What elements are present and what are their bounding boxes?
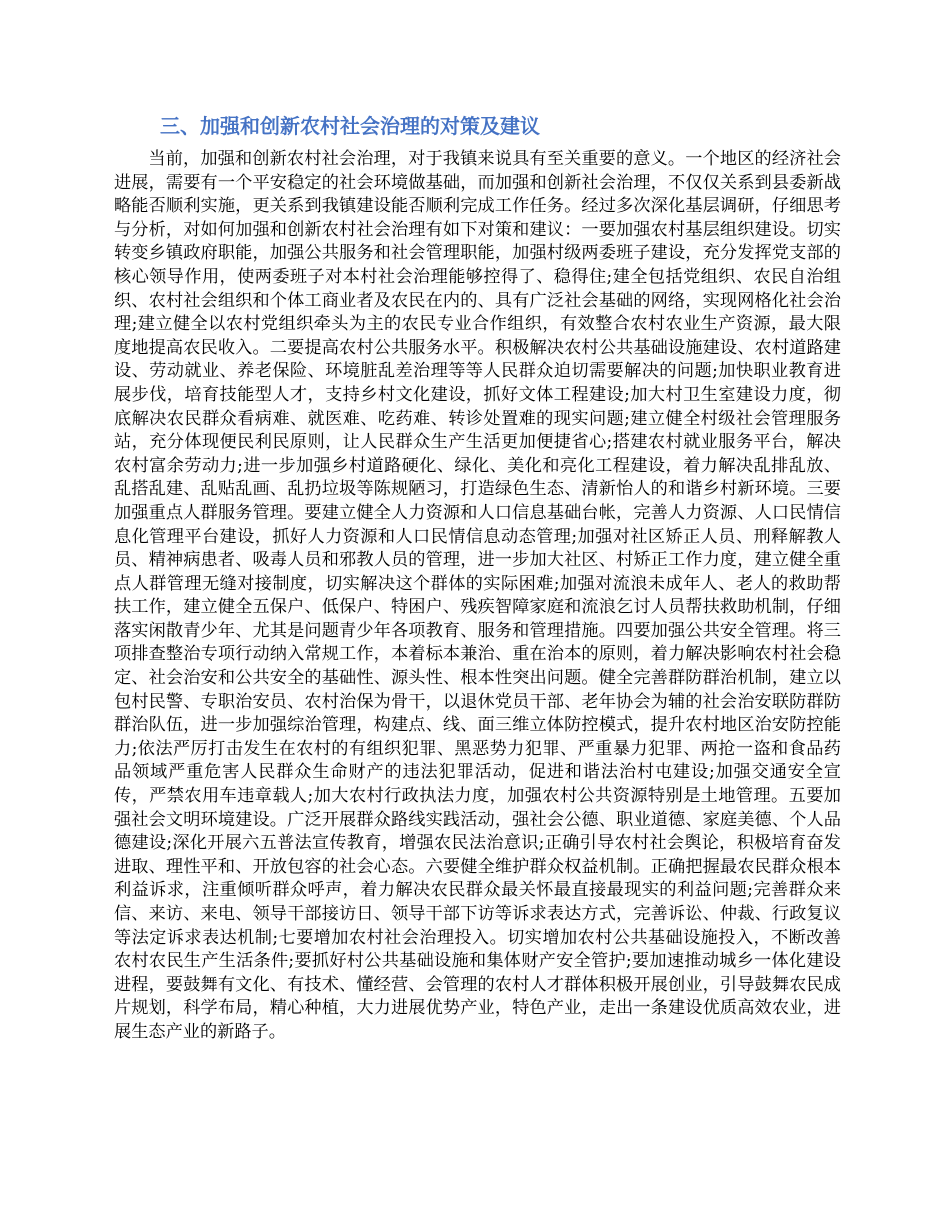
section-heading: 三、加强和创新农村社会治理的对策及建议 [160,114,540,138]
body-paragraph: 当前，加强和创新农村社会治理，对于我镇来说具有至关重要的意义。一个地区的经济社会进展，需要有一个平安稳定的社会环境做基础，而加强和创新社会治理，不仅仅关系到县委新战略能否顺利实施，更关系到我镇建设能否顺利完成工作任务。经过多次深化基层调研，仔细思考与分析，对如何加强和创新农村社会治理有如下对策和建议：一要加强农村基层组织建设。切实转变乡镇政府职能，加强公共服务和社会管理职能，加强村级两委班子建设，充分发挥党支部的核心领导作用，使两委班子对本村社会治理能够控得了、稳得住;建全包括党组织、农民自治组织、农村社会组织和个体工商业者及农民在内的、具有广泛社会基础的网络，实现网格化社会治理;建立健全以农村党组织牵头为主的农民专业合作组织，有效整合农村农业生产资源，最大限度地提高农民收入。二要提高农村公共服务水平。积极解决农村公共基础设施建设、农村道路建设、劳动就业、养老保险、环境脏乱差治理等等人民群众迫切需要解决的问题;加快职业教育进展步伐，培育技能型人才，支持乡村文化建设，抓好文体工程建设;加大村卫生室建设力度，彻底解决农民群众看病难、就医难、吃药难、转诊处置难的现实问题;建立健全村级社会管理服务站，充分体现便民利民原则，让人民群众生产生活更加便捷省心;搭建农村就业服务平台，解决农村富余劳动力;进一步加强乡村道路硬化、绿化、美化和亮化工程建设，着力解决乱排乱放、乱搭乱建、乱贴乱画、乱扔垃圾等陈规陋习，打造绿色生态、清新怡人的和谐乡村新环境。三要加强重点人群服务管理。要建立健全人力资源和人口信息基础台帐，完善人力资源、人口民情信息化管理平台建设，抓好人力资源和人口民情信息动态管理;加强对社区矫正人员、刑释解教人员、精神病患者、吸毒人员和邪教人员的管理，进一步加大社区、村矫正工作力度，建立健全重点人群管理无缝对接制度，切实解决这个群体的实际困难;加强对流浪未成年人、老人的救助帮扶工作，建立健全五保户、低保户、特困户、残疾智障家庭和流浪乞讨人员帮扶救助机制，仔细落实闲散青少年、尤其是问题青少年各项教育、服务和管理措施。四要加强公共安全管理。将三项排查整治专项行动纳入常规工作，本着标本兼治、重在治本的原则，着力解决影响农村社会稳定、社会治安和公共安全的基础性、源头性、根本性突出问题。健全完善群防群治机制，建立以包村民警、专职治安员、农村治保为骨干，以退休党员干部、老年协会为辅的社会治安联防群防群治队伍，进一步加强综治管理，构建点、线、面三维立体防控模式，提升农村地区治安防控能力;依法严厉打击发生在农村的有组织犯罪、黑恶势力犯罪、严重暴力犯罪、两抢一盗和食品药品领域严重危害人民群众生命财产的违法犯罪活动，促进和谐法治村屯建设;加强交通安全宣传，严禁农用车违章载人;加大农村行政执法力度，加强农村公共资源特别是土地管理。五要加强社会文明环境建设。广泛开展群众路线实践活动，强社会公德、职业道德、家庭美德、个人品德建设;深化开展六五普法宣传教育，增强农民法治意识;正确引导农村社会舆论，积极培育奋发进取、理性平和、开放包容的社会心态。六要健全维护群众权益机制。正确把握最农民群众根本利益诉求，注重倾听群众呼声，着力解决农民群众最关怀最直接最现实的利益问题;完善群众来信、来访、来电、领导干部接访日、领导干部下访等诉求表达方式，完善诉讼、仲裁、行政复议等法定诉求表达机制;七要增加农村社会治理投入。切实增加农村公共基础设施投入，不断改善农村农民生产生活条件;要抓好村公共基础设施和集体财产安全管护;要加速推动城乡一体化建设进程，要鼓舞有文化、有技术、懂经营、会管理的农村人才群体积极开展创业，引导鼓舞农民成片规划，科学布局，精心种植，大力进展优势产业，特色产业，走出一条建设优质高效农业，进展生态产业的新路子。 [114,149,841,1042]
